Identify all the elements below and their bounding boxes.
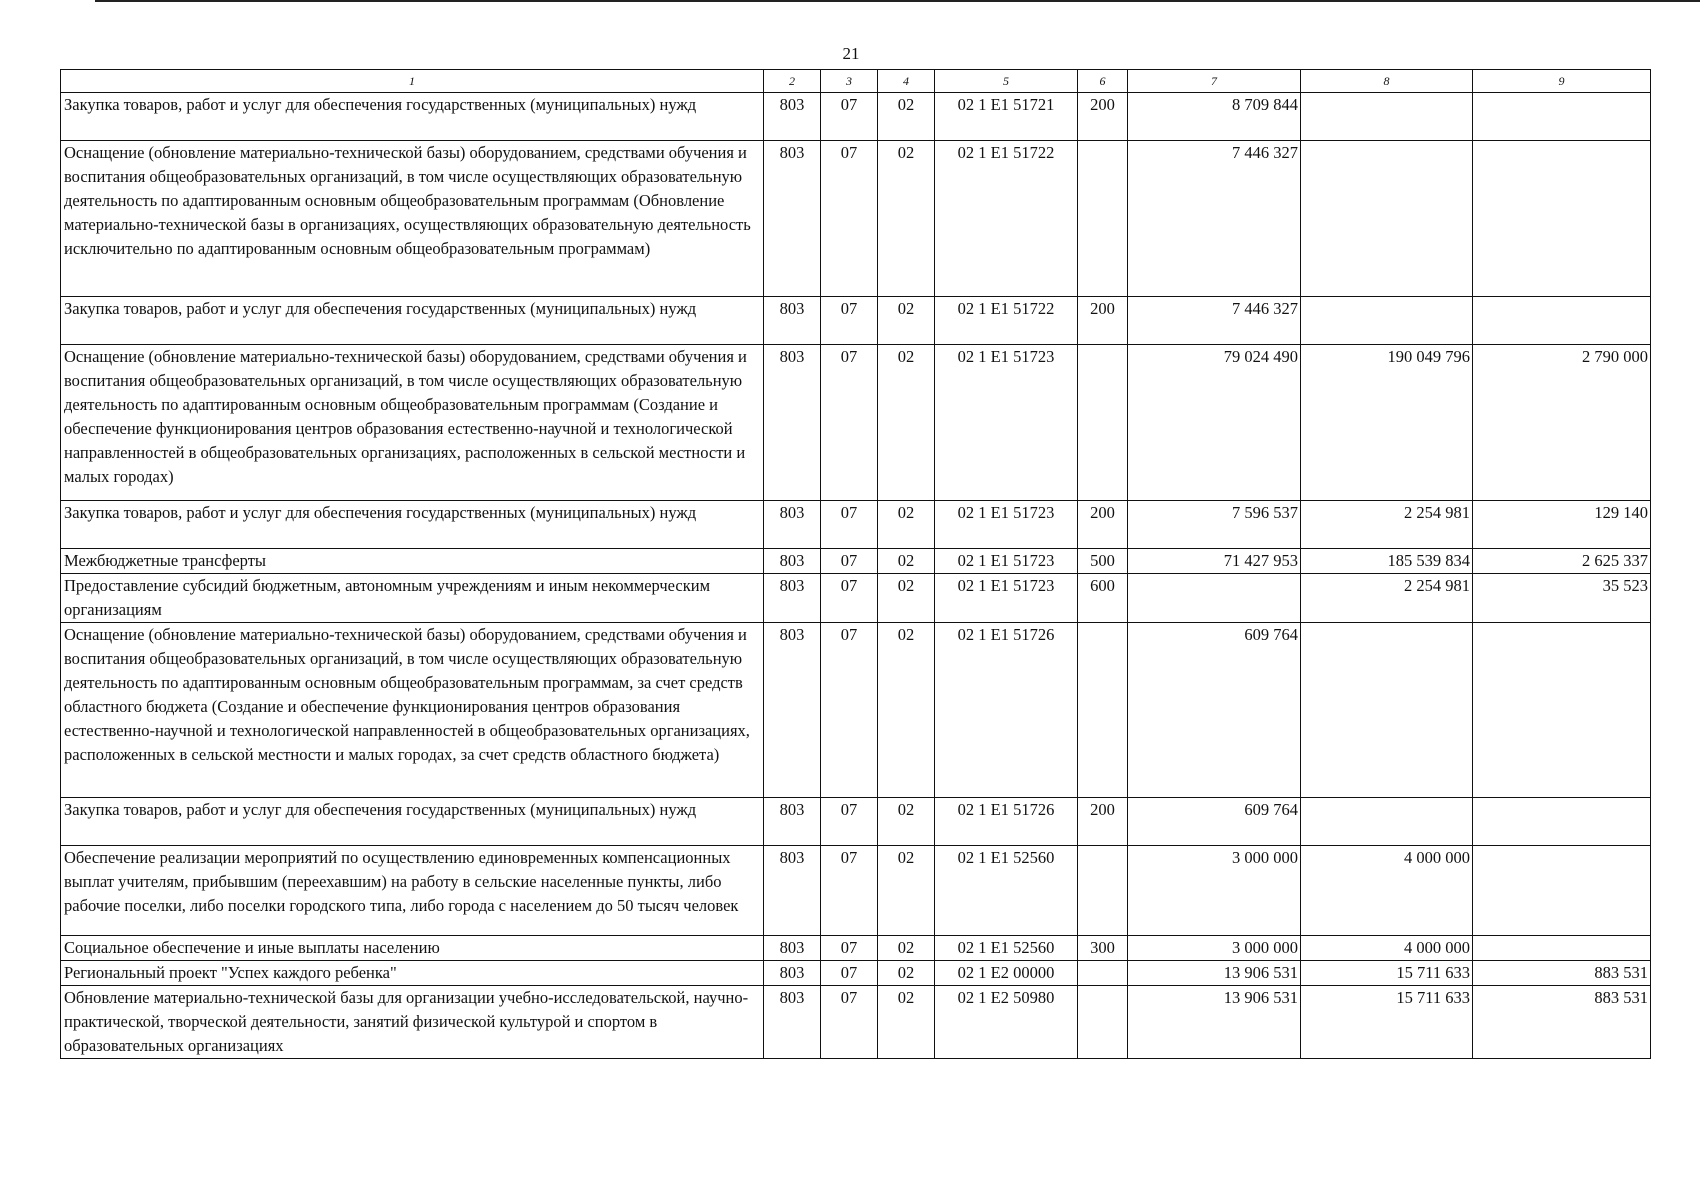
table-row (61, 798, 1651, 846)
expense-type-code: 600 (1078, 574, 1128, 623)
amount-col-9: 883 531 (1473, 986, 1651, 1059)
row-description: Социальное обеспечение и иные выплаты населению (61, 936, 764, 961)
expense-type-code: 200 (1078, 798, 1128, 846)
amount-col-9 (1473, 93, 1651, 141)
row-description: Оснащение (обновление материально-технической базы) оборудованием, средствами обучения и воспитания общеобразовательных организаций, в том числе осуществляющих образовательную деятельность по адаптированным основным общеобразовательным программам, за счет средств областного бюджета (Создание и обеспечение функционирования центров образования естественно-научной и технологической направленностей в общеобразовательных организациях, расположенных в сельской местности и малых городах, за счет средств областного бюджета) (61, 623, 764, 798)
subsection-code: 07 (821, 141, 878, 297)
amount-col-8: 2 254 981 (1301, 501, 1473, 549)
col-header-4: 4 (878, 70, 935, 93)
section-code: 803 (764, 798, 821, 846)
amount-col-9 (1473, 798, 1651, 846)
target-article-code: 02 1 E2 00000 (935, 961, 1078, 986)
amount-col-7: 71 427 953 (1128, 549, 1301, 574)
target-article-code: 02 1 E1 51723 (935, 345, 1078, 501)
sub-subsection-code: 02 (878, 549, 935, 574)
section-code: 803 (764, 846, 821, 936)
amount-col-7: 7 446 327 (1128, 297, 1301, 345)
amount-col-8 (1301, 798, 1473, 846)
section-code: 803 (764, 297, 821, 345)
subsection-code: 07 (821, 345, 878, 501)
amount-col-8: 190 049 796 (1301, 345, 1473, 501)
amount-col-9: 2 790 000 (1473, 345, 1651, 501)
table-row (61, 623, 1651, 798)
target-article-code: 02 1 E1 51726 (935, 798, 1078, 846)
sub-subsection-code: 02 (878, 574, 935, 623)
amount-col-9 (1473, 623, 1651, 798)
sub-subsection-code: 02 (878, 986, 935, 1059)
expense-type-code (1078, 141, 1128, 297)
amount-col-7: 79 024 490 (1128, 345, 1301, 501)
amount-col-7: 13 906 531 (1128, 986, 1301, 1059)
target-article-code: 02 1 E1 52560 (935, 936, 1078, 961)
subsection-code: 07 (821, 574, 878, 623)
col-header-9: 9 (1473, 70, 1651, 93)
row-description: Закупка товаров, работ и услуг для обеспечения государственных (муниципальных) нужд (61, 297, 764, 345)
target-article-code: 02 1 E1 51723 (935, 574, 1078, 623)
col-header-3: 3 (821, 70, 878, 93)
section-code: 803 (764, 961, 821, 986)
expense-type-code (1078, 961, 1128, 986)
col-header-6: 6 (1078, 70, 1128, 93)
expense-type-code (1078, 846, 1128, 936)
amount-col-7: 609 764 (1128, 623, 1301, 798)
subsection-code: 07 (821, 549, 878, 574)
expense-type-code (1078, 986, 1128, 1059)
subsection-code: 07 (821, 297, 878, 345)
amount-col-8 (1301, 297, 1473, 345)
col-header-7: 7 (1128, 70, 1301, 93)
amount-col-7: 13 906 531 (1128, 961, 1301, 986)
table-row (61, 549, 1651, 574)
target-article-code: 02 1 E1 51721 (935, 93, 1078, 141)
sub-subsection-code: 02 (878, 345, 935, 501)
col-header-1: 1 (61, 70, 764, 93)
section-code: 803 (764, 501, 821, 549)
sub-subsection-code: 02 (878, 501, 935, 549)
subsection-code: 07 (821, 501, 878, 549)
amount-col-8: 4 000 000 (1301, 936, 1473, 961)
row-description: Оснащение (обновление материально-технической базы) оборудованием, средствами обучения и воспитания общеобразовательных организаций, в том числе осуществляющих образовательную деятельность по адаптированным основным общеобразовательным программам (Обновление материально-технической базы в организациях, осуществляющих образовательную деятельность исключительно по адаптированным основным общеобразовательным программам) (61, 141, 764, 297)
sub-subsection-code: 02 (878, 798, 935, 846)
amount-col-7 (1128, 574, 1301, 623)
subsection-code: 07 (821, 798, 878, 846)
expense-type-code (1078, 623, 1128, 798)
header-row (61, 70, 1651, 93)
target-article-code: 02 1 E1 52560 (935, 846, 1078, 936)
amount-col-7: 8 709 844 (1128, 93, 1301, 141)
expense-type-code: 200 (1078, 501, 1128, 549)
target-article-code: 02 1 E1 51723 (935, 501, 1078, 549)
subsection-code: 07 (821, 961, 878, 986)
amount-col-9 (1473, 846, 1651, 936)
amount-col-8: 4 000 000 (1301, 846, 1473, 936)
expense-type-code: 200 (1078, 297, 1128, 345)
amount-col-9: 883 531 (1473, 961, 1651, 986)
section-code: 803 (764, 93, 821, 141)
section-code: 803 (764, 574, 821, 623)
table-row (61, 846, 1651, 936)
expense-type-code (1078, 345, 1128, 501)
row-description: Закупка товаров, работ и услуг для обеспечения государственных (муниципальных) нужд (61, 501, 764, 549)
budget-table (60, 69, 1651, 1059)
row-description: Предоставление субсидий бюджетным, автономным учреждениям и иным некоммерческим организациям (61, 574, 764, 623)
row-description: Закупка товаров, работ и услуг для обеспечения государственных (муниципальных) нужд (61, 798, 764, 846)
target-article-code: 02 1 E1 51722 (935, 297, 1078, 345)
table-row (61, 297, 1651, 345)
sub-subsection-code: 02 (878, 297, 935, 345)
sub-subsection-code: 02 (878, 961, 935, 986)
table-row (61, 936, 1651, 961)
row-description: Закупка товаров, работ и услуг для обеспечения государственных (муниципальных) нужд (61, 93, 764, 141)
sub-subsection-code: 02 (878, 936, 935, 961)
amount-col-7: 3 000 000 (1128, 936, 1301, 961)
subsection-code: 07 (821, 846, 878, 936)
section-code: 803 (764, 141, 821, 297)
table-row (61, 345, 1651, 501)
subsection-code: 07 (821, 93, 878, 141)
amount-col-9: 35 523 (1473, 574, 1651, 623)
amount-col-9 (1473, 936, 1651, 961)
amount-col-7: 7 446 327 (1128, 141, 1301, 297)
target-article-code: 02 1 E1 51723 (935, 549, 1078, 574)
amount-col-7: 3 000 000 (1128, 846, 1301, 936)
amount-col-8: 2 254 981 (1301, 574, 1473, 623)
amount-col-8: 15 711 633 (1301, 986, 1473, 1059)
section-code: 803 (764, 936, 821, 961)
sub-subsection-code: 02 (878, 141, 935, 297)
expense-type-code: 300 (1078, 936, 1128, 961)
table-row (61, 574, 1651, 623)
table-row (61, 501, 1651, 549)
section-code: 803 (764, 345, 821, 501)
amount-col-8 (1301, 623, 1473, 798)
target-article-code: 02 1 E1 51726 (935, 623, 1078, 798)
amount-col-9: 2 625 337 (1473, 549, 1651, 574)
table-row (61, 961, 1651, 986)
sub-subsection-code: 02 (878, 623, 935, 798)
section-code: 803 (764, 623, 821, 798)
section-code: 803 (764, 986, 821, 1059)
section-code: 803 (764, 549, 821, 574)
expense-type-code: 500 (1078, 549, 1128, 574)
col-header-5: 5 (935, 70, 1078, 93)
top-rule (95, 0, 1700, 2)
subsection-code: 07 (821, 936, 878, 961)
amount-col-9 (1473, 297, 1651, 345)
amount-col-8: 15 711 633 (1301, 961, 1473, 986)
sub-subsection-code: 02 (878, 846, 935, 936)
table-row (61, 93, 1651, 141)
amount-col-8 (1301, 93, 1473, 141)
amount-col-8 (1301, 141, 1473, 297)
amount-col-7: 7 596 537 (1128, 501, 1301, 549)
page-number: 21 (842, 44, 860, 63)
subsection-code: 07 (821, 623, 878, 798)
expense-type-code: 200 (1078, 93, 1128, 141)
amount-col-9: 129 140 (1473, 501, 1651, 549)
subsection-code: 07 (821, 986, 878, 1059)
target-article-code: 02 1 E2 50980 (935, 986, 1078, 1059)
sub-subsection-code: 02 (878, 93, 935, 141)
amount-col-9 (1473, 141, 1651, 297)
table-row (61, 141, 1651, 297)
col-header-8: 8 (1301, 70, 1473, 93)
amount-col-8: 185 539 834 (1301, 549, 1473, 574)
row-description: Обеспечение реализации мероприятий по осуществлению единовременных компенсационных выплат учителям, прибывшим (переехавшим) на работу в сельские населенные пункты, либо рабочие поселки, либо поселки городского типа, либо города с населением до 50 тысяч человек (61, 846, 764, 936)
amount-col-7: 609 764 (1128, 798, 1301, 846)
row-description: Региональный проект "Успех каждого ребенка" (61, 961, 764, 986)
table-row (61, 986, 1651, 1059)
row-description: Обновление материально-технической базы для организации учебно-исследовательской, научно-практической, творческой деятельности, занятий физической культурой и спортом в образовательных организациях (61, 986, 764, 1059)
row-description: Межбюджетные трансферты (61, 549, 764, 574)
col-header-2: 2 (764, 70, 821, 93)
row-description: Оснащение (обновление материально-технической базы) оборудованием, средствами обучения и воспитания общеобразовательных организаций, в том числе осуществляющих образовательную деятельность по адаптированным основным общеобразовательным программам (Создание и обеспечение функционирования центров образования естественно-научной и технологической направленностей в общеобразовательных организациях, расположенных в сельской местности и малых городах) (61, 345, 764, 501)
target-article-code: 02 1 E1 51722 (935, 141, 1078, 297)
